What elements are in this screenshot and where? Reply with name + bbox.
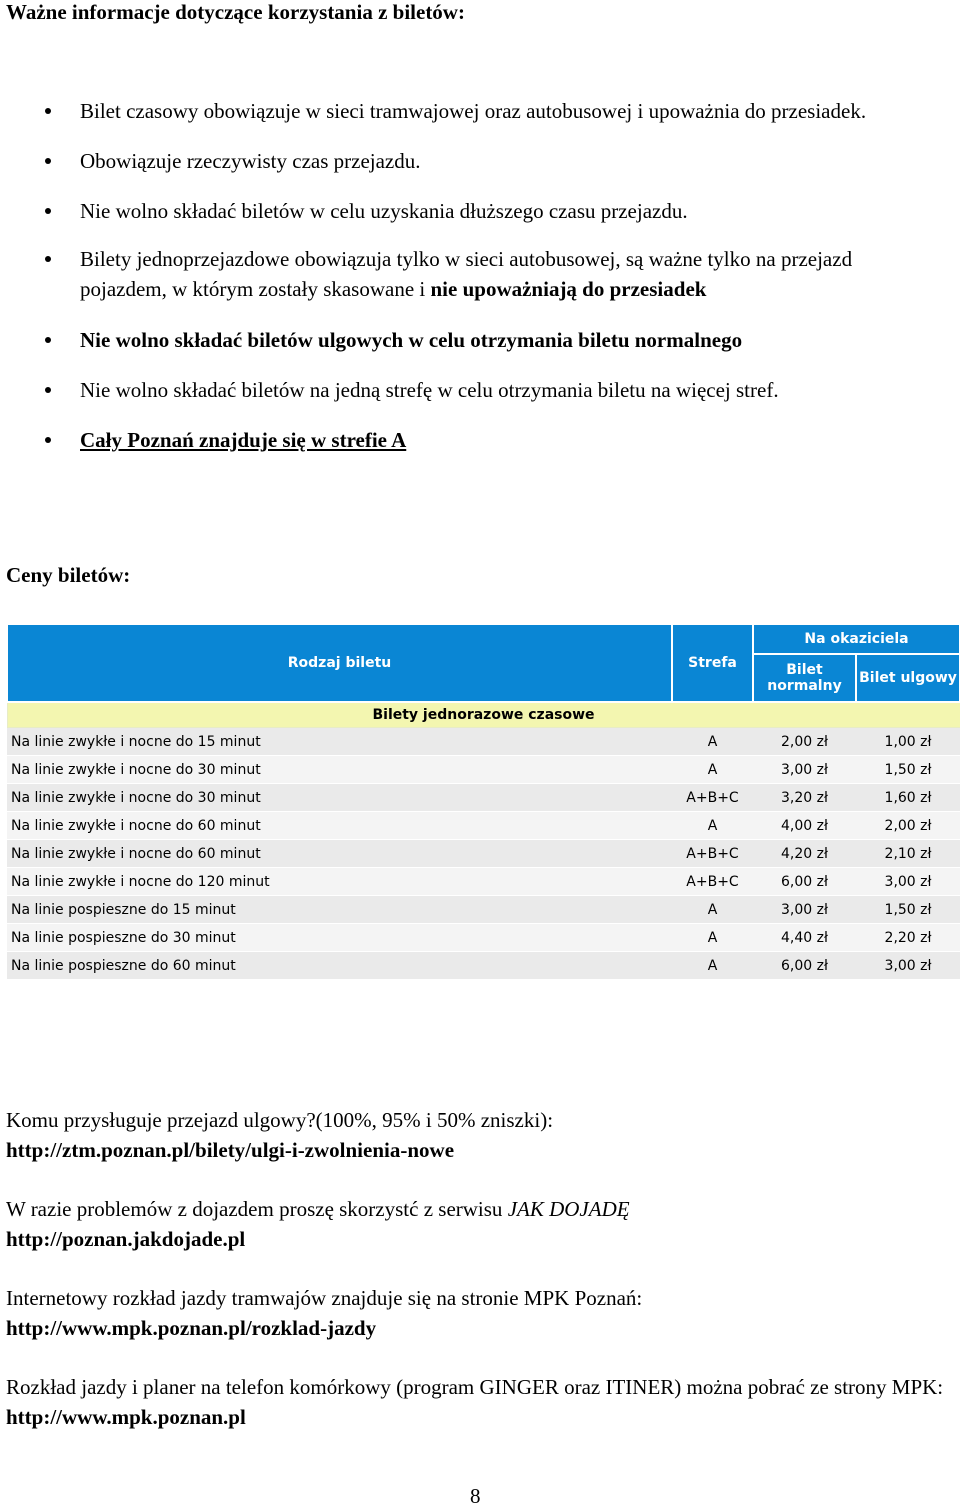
cell-zone: A+B+C (672, 840, 753, 868)
jakdojade-link[interactable]: http://poznan.jakdojade.pl (6, 1227, 246, 1251)
list-item (0, 196, 940, 226)
cell-zone: A (672, 896, 753, 924)
bullet-dot (45, 158, 51, 164)
list-item-text: Nie wolno składać biletów na jedną strefę w celu otrzymania biletu na więcej stref. (80, 378, 779, 402)
cell-ticket-name: Na linie pospieszne do 60 minut (7, 952, 672, 980)
col-header-bearer: Na okaziciela (753, 624, 960, 654)
cell-zone: A+B+C (672, 784, 753, 812)
cell-zone: A (672, 952, 753, 980)
reduced-info-link[interactable]: http://ztm.poznan.pl/bilety/ulgi-i-zwolnienia-nowe (6, 1138, 455, 1162)
cell-price-normal: 3,20 zł (753, 784, 856, 812)
list-item (0, 146, 940, 176)
page-number: 8 (470, 1484, 481, 1508)
table-row (7, 896, 960, 924)
table-row (7, 784, 960, 812)
bullet-dot (45, 108, 51, 114)
table-row (7, 840, 960, 868)
jakdojade-text: W razie problemów z dojazdem proszę skorzystć z serwisu (6, 1197, 508, 1221)
list-item (0, 425, 940, 455)
rules-list (0, 96, 940, 455)
list-item (0, 96, 940, 126)
cell-price-normal: 3,00 zł (753, 896, 856, 924)
table-row (7, 756, 960, 784)
list-item (0, 375, 940, 405)
cell-ticket-name: Na linie zwykłe i nocne do 30 minut (7, 756, 672, 784)
cell-zone: A (672, 756, 753, 784)
timetable-text: Internetowy rozkład jazdy tramwajów znajduje się na stronie MPK Poznań: (6, 1286, 643, 1310)
list-item-text: Nie wolno składać biletów w celu uzyskania dłuższego czasu przejazdu. (80, 199, 688, 223)
mobile-link[interactable]: http://www.mpk.poznan.pl (6, 1405, 246, 1429)
list-item-bold-text: nie upoważniają do przesiadek (430, 277, 707, 301)
cell-price-normal: 4,00 zł (753, 812, 856, 840)
cell-ticket-name: Na linie zwykłe i nocne do 30 minut (7, 784, 672, 812)
cell-price-normal: 3,00 zł (753, 756, 856, 784)
list-item (0, 244, 940, 304)
cell-zone: A (672, 812, 753, 840)
bullet-dot (45, 256, 51, 262)
cell-price-reduced: 2,20 zł (856, 924, 960, 952)
cell-zone: A (672, 924, 753, 952)
list-item (0, 325, 940, 355)
table-row (7, 952, 960, 980)
cell-ticket-name: Na linie zwykłe i nocne do 60 minut (7, 812, 672, 840)
group-header: Bilety jednorazowe czasowe (7, 702, 960, 728)
cell-price-reduced: 2,00 zł (856, 812, 960, 840)
table-row (7, 924, 960, 952)
prices-title: Ceny biletów: (6, 563, 131, 587)
reduced-info (6, 1105, 946, 1165)
col-header-normal: Bilet normalny (753, 654, 856, 703)
jakdojade-info (6, 1194, 946, 1254)
mobile-text: Rozkład jazdy i planer na telefon komórkowy (program GINGER oraz ITINER) można pobrać ze strony MPK: (6, 1375, 944, 1399)
page-heading: Ważne informacje dotyczące korzystania z biletów: (6, 0, 465, 24)
bullet-dot (45, 337, 51, 343)
cell-ticket-name: Na linie pospieszne do 30 minut (7, 924, 672, 952)
cell-ticket-name: Na linie pospieszne do 15 minut (7, 896, 672, 924)
cell-zone: A (672, 728, 753, 756)
cell-price-reduced: 2,10 zł (856, 840, 960, 868)
bullet-dot (45, 208, 51, 214)
table-row (7, 812, 960, 840)
cell-zone: A+B+C (672, 868, 753, 896)
timetable-info (6, 1283, 946, 1343)
cell-price-normal: 6,00 zł (753, 952, 856, 980)
cell-price-reduced: 1,00 zł (856, 728, 960, 756)
jakdojade-name: JAK DOJADĘ (507, 1197, 630, 1221)
cell-price-normal: 4,20 zł (753, 840, 856, 868)
cell-price-normal: 2,00 zł (753, 728, 856, 756)
bullet-dot (45, 387, 51, 393)
cell-price-reduced: 1,50 zł (856, 756, 960, 784)
list-item-text: Nie wolno składać biletów ulgowych w celu otrzymania biletu normalnego (80, 328, 743, 352)
cell-ticket-name: Na linie zwykłe i nocne do 15 minut (7, 728, 672, 756)
col-header-zone: Strefa (672, 624, 753, 702)
cell-price-reduced: 3,00 zł (856, 952, 960, 980)
reduced-info-text: Komu przysługuje przejazd ulgowy?(100%, 95% i 50% zniszki): (6, 1108, 554, 1132)
mobile-info (6, 1372, 946, 1432)
list-item-text: Bilety jednoprzejazdowe obowiązuja tylko w sieci autobusowej, są ważne tylko na przejazd pojazdem, w którym zostały skasowane i (80, 247, 853, 301)
list-item-text: Obowiązuje rzeczywisty czas przejazdu. (80, 149, 421, 173)
price-table (6, 623, 960, 980)
zone-note-link[interactable]: Cały Poznań znajduje się w strefie A (80, 428, 407, 452)
cell-price-reduced: 1,60 zł (856, 784, 960, 812)
col-header-reduced: Bilet ulgowy (856, 654, 960, 703)
timetable-link[interactable]: http://www.mpk.poznan.pl/rozklad-jazdy (6, 1316, 377, 1340)
cell-price-normal: 4,40 zł (753, 924, 856, 952)
table-row (7, 868, 960, 896)
cell-ticket-name: Na linie zwykłe i nocne do 120 minut (7, 868, 672, 896)
col-header-ticket: Rodzaj biletu (7, 624, 672, 702)
cell-ticket-name: Na linie zwykłe i nocne do 60 minut (7, 840, 672, 868)
cell-price-normal: 6,00 zł (753, 868, 856, 896)
cell-price-reduced: 1,50 zł (856, 896, 960, 924)
cell-price-reduced: 3,00 zł (856, 868, 960, 896)
table-row (7, 728, 960, 756)
bullet-dot (45, 437, 51, 443)
list-item-text: Bilet czasowy obowiązuje w sieci tramwajowej oraz autobusowej i upoważnia do przesiadek. (80, 99, 867, 123)
